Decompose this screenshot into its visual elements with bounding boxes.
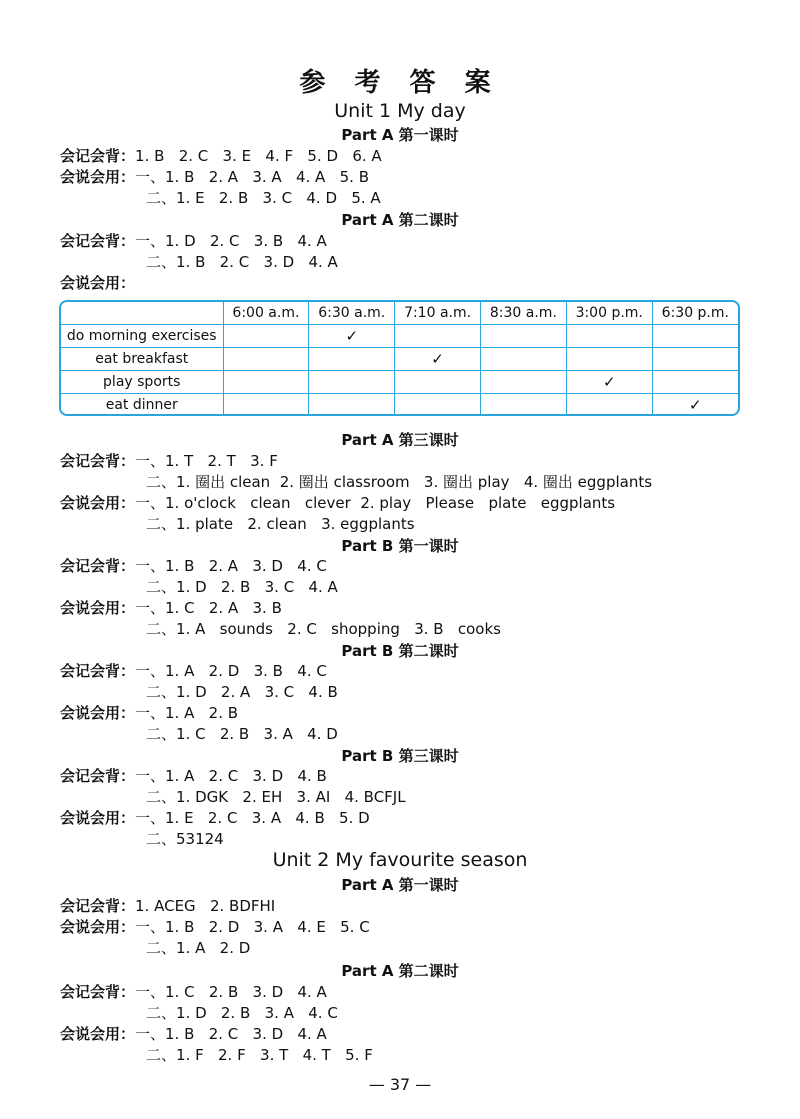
time-header: 8:30 a.m. [480,302,566,325]
unit1-part-b1-title: Part B 第一课时 [341,537,459,555]
section-label: 会说会用： [60,704,136,722]
section-label: 会说会用： [60,168,136,186]
check-cell [309,348,395,371]
check-cell [652,325,738,348]
answer-text: 一、1. C 2. A 3. B [135,599,282,617]
table-row [61,394,738,417]
answer-line [60,766,327,786]
unit1-part-a3-title: Part A 第三课时 [341,431,459,449]
check-cell [395,371,481,394]
check-cell [480,325,566,348]
check-cell [480,371,566,394]
check-cell [223,348,309,371]
time-header: 7:10 a.m. [395,302,481,325]
answer-line [60,917,370,937]
answer-text: 一、1. B 2. A 3. A 4. A 5. B [135,168,369,186]
answer-text: 二、1. D 2. B 3. A 4. C [146,1004,338,1022]
answer-text: 二、1. C 2. B 3. A 4. D [146,725,338,743]
answer-text: 二、1. DGK 2. EH 3. AI 4. BCFJL [146,788,406,806]
check-cell [223,394,309,417]
schedule-table [61,302,738,416]
answer-text: 一、1. B 2. C 3. D 4. A [135,1025,327,1043]
check-cell [652,371,738,394]
answer-line [146,188,381,208]
answer-line [146,787,406,807]
answer-text: 一、1. A 2. C 3. D 4. B [135,767,327,785]
time-header: 6:00 a.m. [223,302,309,325]
answer-line [146,252,338,272]
answer-line [60,896,275,916]
section-label: 会说会用： [60,809,136,827]
answer-line [146,514,415,534]
unit1-part-a2-title: Part A 第二课时 [341,211,459,229]
check-cell: ✓ [395,348,481,371]
answer-line [60,808,370,828]
answer-text: 一、1. E 2. C 3. A 4. B 5. D [135,809,370,827]
answer-line [60,167,369,187]
section-label: 会说会用： [60,918,136,936]
check-cell: ✓ [566,371,652,394]
check-cell: ✓ [652,394,738,417]
answer-line [60,982,327,1002]
check-cell [395,325,481,348]
section-label: 会说会用： [60,274,136,292]
section-label: 会记会背： [60,897,136,915]
check-cell [309,394,395,417]
answer-text: 二、1. 圈出 clean 2. 圈出 classroom 3. 圈出 play 4. 圈出 eggplants [146,473,653,491]
section-label: 会记会背： [60,147,136,165]
answer-line [60,703,238,723]
answer-line [146,829,224,849]
check-cell [566,394,652,417]
answer-line [60,556,327,576]
answer-text: 二、1. E 2. B 3. C 4. D 5. A [146,189,381,207]
section-label: 会记会背： [60,232,136,250]
answer-text: 二、1. A sounds 2. C shopping 3. B cooks [146,620,501,638]
time-header: 6:30 p.m. [652,302,738,325]
check-cell [480,348,566,371]
table-header-row [61,302,738,325]
answer-text: 一、1. o'clock clean clever 2. play Please plate eggplants [135,494,616,512]
answer-line [146,1003,338,1023]
check-cell [652,348,738,371]
answer-text: 1. B 2. C 3. E 4. F 5. D 6. A [135,147,382,165]
answer-line [146,577,338,597]
table-row [61,348,738,371]
table-row [61,371,738,394]
answer-text: 一、1. C 2. B 3. D 4. A [135,983,327,1001]
answer-line [146,472,652,492]
answer-text: 二、1. F 2. F 3. T 4. T 5. F [146,1046,373,1064]
answer-line [60,1024,327,1044]
answer-text: 二、1. D 2. A 3. C 4. B [146,683,338,701]
answer-text: 二、1. B 2. C 3. D 4. A [146,253,338,271]
answer-line [146,682,338,702]
answer-text: 一、1. T 2. T 3. F [135,452,278,470]
answer-text: 一、1. B 2. D 3. A 4. E 5. C [135,918,370,936]
check-cell: ✓ [309,325,395,348]
section-label: 会说会用： [60,599,136,617]
section-label: 会记会背： [60,662,136,680]
answer-text: 一、1. D 2. C 3. B 4. A [135,232,327,250]
activity-cell: play sports [61,371,223,394]
answer-line [60,493,615,513]
table-corner-cell [61,302,223,325]
check-cell [480,394,566,417]
answer-line [60,598,282,618]
answer-line [60,231,327,251]
unit1-title: Unit 1 My day [334,100,466,122]
check-cell [223,325,309,348]
answer-text: 1. ACEG 2. BDFHI [135,897,276,915]
time-header: 6:30 a.m. [309,302,395,325]
answer-line [146,938,250,958]
activity-cell: do morning exercises [61,325,223,348]
answer-line [146,1045,373,1065]
section-label: 会记会背： [60,983,136,1001]
table-row [61,325,738,348]
section-label: 会记会背： [60,767,136,785]
check-cell [566,348,652,371]
page-title: 参 考 答 案 [299,68,501,98]
answer-line [60,661,327,681]
section-label: 会记会背： [60,557,136,575]
section-label: 会说会用： [60,494,136,512]
activity-cell: eat dinner [61,394,223,417]
answer-text: 二、1. D 2. B 3. C 4. A [146,578,338,596]
check-cell [223,371,309,394]
check-cell [566,325,652,348]
unit1-part-b2-title: Part B 第二课时 [341,642,459,660]
unit1-part-b3-title: Part B 第三课时 [341,747,459,765]
answer-text: 二、53124 [146,830,224,848]
time-header: 3:00 p.m. [566,302,652,325]
section-label: 会说会用： [60,1025,136,1043]
unit2-title: Unit 2 My favourite season [272,849,528,871]
answer-line [60,146,382,166]
answer-line [60,451,278,471]
answer-line [146,619,501,639]
check-cell [309,371,395,394]
answer-text: 一、1. B 2. A 3. D 4. C [135,557,327,575]
answer-line [146,724,338,744]
answer-line [60,273,135,293]
answer-text: 一、1. A 2. B [135,704,239,722]
unit2-part-a1-title: Part A 第一课时 [341,876,459,894]
answer-text: 二、1. A 2. D [146,939,251,957]
page-number: — 37 — [368,1075,432,1094]
activity-cell: eat breakfast [61,348,223,371]
check-cell [395,394,481,417]
unit2-part-a2-title: Part A 第二课时 [341,962,459,980]
answer-text: 二、1. plate 2. clean 3. eggplants [146,515,415,533]
schedule-table-frame [59,300,740,416]
answer-text: 一、1. A 2. D 3. B 4. C [135,662,327,680]
unit1-part-a1-title: Part A 第一课时 [341,126,459,144]
section-label: 会记会背： [60,452,136,470]
